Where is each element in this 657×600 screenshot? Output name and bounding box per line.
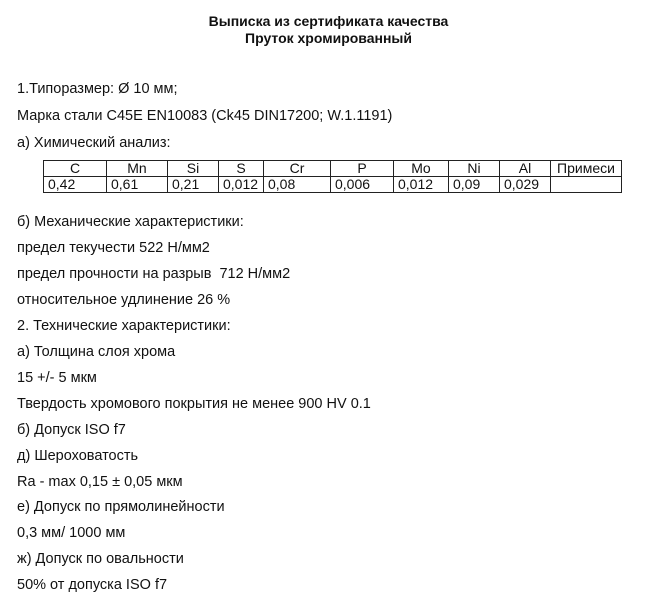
- ovality-value: 50% от допуска ISO f7: [17, 577, 168, 593]
- hardness-line: Твердость хромового покрытия не менее 900 HV 0.1: [17, 396, 371, 412]
- chemical-analysis-table: [43, 160, 622, 193]
- elongation-line: относительное удлинение 26 %: [17, 292, 231, 308]
- header-cell-s: S: [219, 161, 264, 177]
- roughness-label: д) Шероховатость: [17, 448, 139, 464]
- header-cell-al: Al: [500, 161, 551, 177]
- header-cell-c: C: [44, 161, 107, 177]
- value-cell-mn: 0,61: [107, 177, 168, 193]
- roughness-value: Ra - max 0,15 ± 0,05 мкм: [17, 474, 183, 490]
- straightness-value: 0,3 мм/ 1000 мм: [17, 525, 126, 541]
- value-cell-ni: 0,09: [449, 177, 500, 193]
- tensile-strength-line: предел прочности на разрыв 712 Н/мм2: [17, 266, 291, 282]
- value-cell-s: 0,012: [219, 177, 264, 193]
- table-row: [44, 177, 622, 193]
- header-cell-si: Si: [168, 161, 219, 177]
- mech-heading: б) Механические характеристики:: [17, 214, 244, 230]
- table-header-row: [44, 161, 622, 177]
- document-subtitle: Пруток хромированный: [245, 30, 412, 46]
- value-cell-impurities: [551, 177, 622, 193]
- tech-heading: 2. Технические характеристики:: [17, 318, 231, 334]
- chem-analysis-heading: а) Химический анализ:: [17, 135, 171, 151]
- chrome-thickness-value: 15 +/- 5 мкм: [17, 370, 97, 386]
- header-cell-mo: Mo: [394, 161, 449, 177]
- header-cell-p: P: [331, 161, 394, 177]
- ovality-label: ж) Допуск по овальности: [17, 551, 184, 567]
- yield-strength-line: предел текучести 522 Н/мм2: [17, 240, 210, 256]
- document-title: Выписка из сертификата качества: [208, 13, 449, 29]
- header-cell-impurities: Примеси: [551, 161, 622, 177]
- header-cell-mn: Mn: [107, 161, 168, 177]
- value-cell-p: 0,006: [331, 177, 394, 193]
- tolerance-line: б) Допуск ISO f7: [17, 422, 126, 438]
- chrome-thickness-label: а) Толщина слоя хрома: [17, 344, 176, 360]
- header-cell-ni: Ni: [449, 161, 500, 177]
- steel-grade-line: Марка стали C45E EN10083 (Ck45 DIN17200; W.1.1191): [17, 108, 393, 124]
- value-cell-mo: 0,012: [394, 177, 449, 193]
- value-cell-al: 0,029: [500, 177, 551, 193]
- value-cell-c: 0,42: [44, 177, 107, 193]
- value-cell-cr: 0,08: [264, 177, 331, 193]
- size-line: 1.Типоразмер: Ø 10 мм;: [17, 81, 178, 97]
- value-cell-si: 0,21: [168, 177, 219, 193]
- header-cell-cr: Cr: [264, 161, 331, 177]
- straightness-label: е) Допуск по прямолинейности: [17, 499, 225, 515]
